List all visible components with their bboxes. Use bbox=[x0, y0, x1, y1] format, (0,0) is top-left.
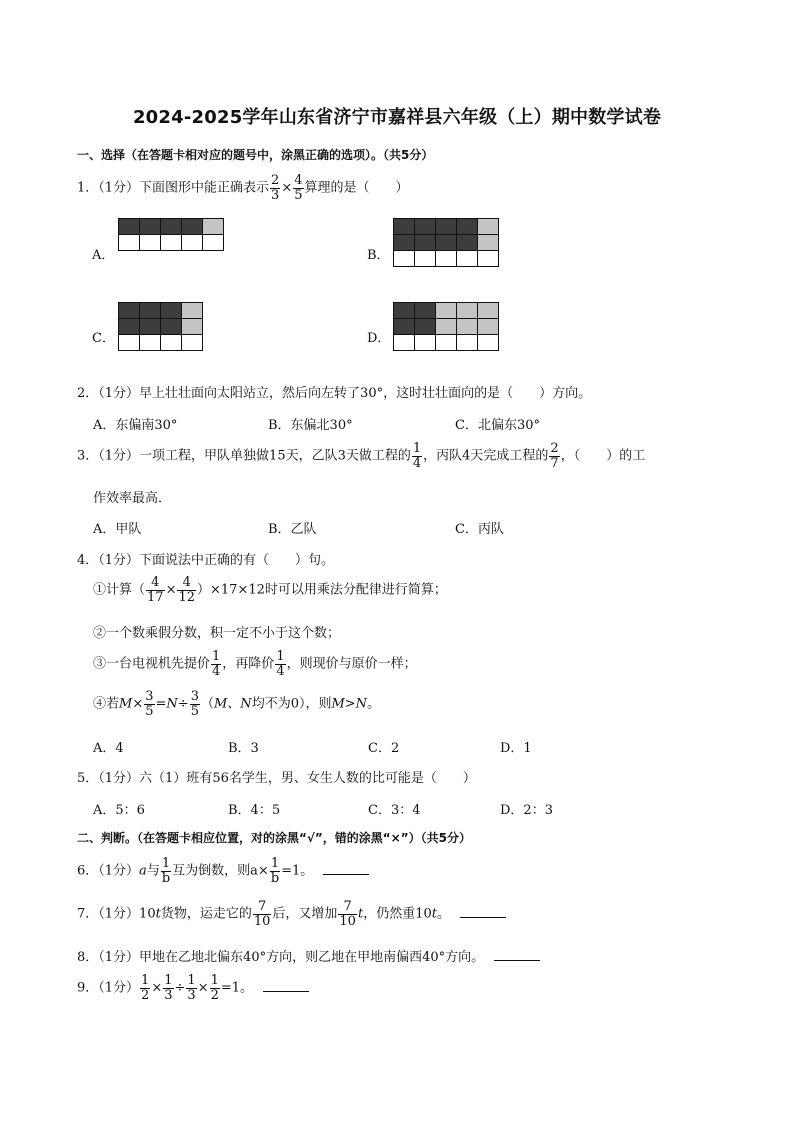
grid-cell bbox=[140, 303, 161, 319]
answer-blank[interactable] bbox=[263, 979, 309, 992]
question-6: 6．（1分）a与 $\frac{1}{b}$ 互为倒数，则a× $\frac{1}{b}$ =1。 bbox=[77, 857, 369, 885]
grid-cell bbox=[478, 319, 499, 335]
fraction: $\frac{1}{b}$ bbox=[161, 856, 171, 886]
grid-cell bbox=[457, 235, 478, 251]
q5-option-b: B．4：5 bbox=[228, 803, 281, 818]
grid-row bbox=[119, 319, 203, 335]
grid-cell bbox=[119, 235, 140, 251]
q3-option-a: A．甲队 bbox=[93, 522, 142, 537]
grid-cell bbox=[182, 303, 203, 319]
fraction: $\frac{1}{3}$ bbox=[164, 973, 173, 1003]
q3-option-b: B．乙队 bbox=[268, 522, 317, 537]
section-2-heading: 二、判断。（在答题卡相应位置，对的涂黑“√”，错的涂黑“×”）（共5分） bbox=[77, 831, 471, 845]
grid-cell bbox=[140, 335, 161, 351]
grid-row bbox=[119, 303, 203, 319]
question-9: 9．（1分） $\frac{1}{2}$ × $\frac{1}{3}$ ÷ $\frac{1}{3}$ × $\frac{1}{2}$ =1。 bbox=[77, 974, 309, 1002]
grid-cell bbox=[415, 235, 436, 251]
q3-option-c: C．丙队 bbox=[455, 522, 504, 537]
q4-statement-4: ④若M× $\frac{3}{5}$ =N÷ $\frac{3}{5}$ （M、N均不为0），则M>N。 bbox=[93, 689, 381, 719]
grid-cell bbox=[140, 235, 161, 251]
grid-cell bbox=[394, 219, 415, 235]
q4-statement-2: ②一个数乘假分数，积一定不小于这个数； bbox=[93, 626, 341, 641]
grid-row bbox=[394, 235, 499, 251]
grid-cell bbox=[161, 303, 182, 319]
grid-cell bbox=[436, 235, 457, 251]
grid-cell bbox=[478, 303, 499, 319]
grid-row bbox=[394, 303, 499, 319]
grid-cell bbox=[478, 219, 499, 235]
fraction: $\frac{7}{10}$ bbox=[253, 899, 271, 929]
fraction: $\frac{4}{5}$ bbox=[294, 173, 303, 203]
q4-statement-1: ①计算（ $\frac{4}{17}$ × $\frac{4}{12}$ ）×17×12时可以用乘法分配律进行简算； bbox=[93, 575, 447, 605]
grid-cell bbox=[140, 319, 161, 335]
fraction: $\frac{1}{4}$ bbox=[412, 441, 422, 471]
question-3: 3．（1分）一项工程，甲队单独做15天，乙队3天做工程的 $\frac{1}{4}$ ，丙队4天完成工程的 $\frac{2}{7}$ ，（ ）的工 bbox=[77, 441, 646, 471]
grid-cell bbox=[161, 335, 182, 351]
grid-cell bbox=[394, 251, 415, 267]
fraction: $\frac{1}{4}$ bbox=[212, 649, 221, 679]
grid-cell bbox=[394, 303, 415, 319]
grid-cell bbox=[478, 335, 499, 351]
grid-cell bbox=[119, 303, 140, 319]
q2-option-b: B．东偏北30° bbox=[268, 418, 353, 433]
fraction: $\frac{2}{3}$ bbox=[271, 173, 280, 203]
fraction: $\frac{3}{5}$ bbox=[145, 689, 154, 719]
fraction: $\frac{1}{2}$ bbox=[141, 973, 150, 1003]
grid-cell bbox=[436, 219, 457, 235]
grid-row bbox=[119, 219, 224, 235]
question-2: 2．（1分）早上壮壮面向太阳站立，然后向左转了30°，这时壮壮面向的是（ ）方向。 bbox=[77, 386, 592, 401]
option-d-label: D． bbox=[367, 331, 391, 346]
grid-cell bbox=[436, 319, 457, 335]
fraction: $\frac{1}{4}$ bbox=[276, 649, 285, 679]
option-c-label: C． bbox=[92, 331, 115, 346]
q4-option-b: B．3 bbox=[228, 741, 259, 756]
q1-text-suffix: 算理的是（ ） bbox=[304, 180, 409, 196]
grid-cell bbox=[457, 219, 478, 235]
grid-cell bbox=[161, 319, 182, 335]
answer-blank[interactable] bbox=[494, 948, 540, 961]
q5-option-c: C．3：4 bbox=[368, 803, 421, 818]
grid-cell bbox=[140, 219, 161, 235]
fraction: $\frac{7}{10}$ bbox=[339, 899, 356, 929]
grid-row bbox=[119, 335, 203, 351]
grid-cell bbox=[182, 319, 203, 335]
fraction: $\frac{4}{12}$ bbox=[178, 575, 196, 605]
grid-cell bbox=[415, 335, 436, 351]
q4-option-a: A．4 bbox=[93, 741, 124, 756]
grid-row bbox=[394, 251, 499, 267]
grid-cell bbox=[182, 335, 203, 351]
grid-cell bbox=[436, 303, 457, 319]
fraction: $\frac{3}{5}$ bbox=[190, 689, 199, 719]
q4-option-c: C．2 bbox=[368, 741, 400, 756]
grid-cell bbox=[203, 219, 224, 235]
q2-option-a: A．东偏南30° bbox=[93, 418, 178, 433]
grid-option-b bbox=[393, 218, 499, 267]
question-7: 7．（1分）10t货物，运走它的 $\frac{7}{10}$ 后，又增加 $\frac{7}{10}$ t，仍然重10t。 bbox=[77, 900, 506, 928]
grid-cell bbox=[415, 319, 436, 335]
fraction: $\frac{1}{2}$ bbox=[210, 973, 219, 1003]
grid-option-c bbox=[118, 302, 203, 351]
grid-cell bbox=[415, 303, 436, 319]
q1-text: 1．（1分）下面图形中能正确表示 bbox=[77, 180, 270, 196]
grid-cell bbox=[119, 319, 140, 335]
grid-cell bbox=[478, 251, 499, 267]
grid-option-d bbox=[393, 302, 499, 351]
grid-cell bbox=[415, 219, 436, 235]
question-1: 1．（1分）下面图形中能正确表示 $\frac{2}{3}$ × $\frac{4}{5}$ 算理的是（ ） bbox=[77, 173, 409, 203]
grid-cell bbox=[457, 319, 478, 335]
grid-cell bbox=[394, 319, 415, 335]
answer-blank[interactable] bbox=[460, 905, 506, 918]
option-b-label: B． bbox=[367, 248, 390, 263]
grid-cell bbox=[182, 219, 203, 235]
grid-cell bbox=[436, 335, 457, 351]
grid-cell bbox=[161, 235, 182, 251]
fraction: $\frac{2}{7}$ bbox=[550, 441, 559, 471]
grid-row bbox=[394, 335, 499, 351]
grid-option-a bbox=[118, 218, 224, 251]
q5-option-d: D．2：3 bbox=[500, 803, 553, 818]
grid-cell bbox=[394, 235, 415, 251]
grid-row bbox=[394, 319, 499, 335]
grid-cell bbox=[415, 251, 436, 267]
question-5: 5．（1分）六（1）班有56名学生，男、女生人数的比可能是（ ） bbox=[77, 771, 476, 786]
grid-cell bbox=[457, 303, 478, 319]
question-8: 8．（1分）甲地在乙地北偏东40°方向，则乙地在甲地南偏西40°方向。 bbox=[77, 946, 540, 965]
grid-cell bbox=[436, 251, 457, 267]
grid-cell bbox=[457, 251, 478, 267]
fraction: $\frac{1}{b}$ bbox=[270, 856, 280, 886]
grid-cell bbox=[161, 219, 182, 235]
question-3-line-2: 作效率最高． bbox=[93, 491, 172, 506]
grid-cell bbox=[119, 219, 140, 235]
q2-option-c: C．北偏东30° bbox=[455, 418, 540, 433]
q4-option-d: D．1 bbox=[500, 741, 532, 756]
grid-row bbox=[394, 219, 499, 235]
fraction: $\frac{4}{17}$ bbox=[147, 575, 164, 605]
grid-cell bbox=[182, 235, 203, 251]
grid-cell bbox=[394, 335, 415, 351]
page-title: 2024-2025学年山东省济宁市嘉祥县六年级（上）期中数学试卷 bbox=[132, 107, 662, 128]
grid-cell bbox=[457, 335, 478, 351]
fraction: $\frac{1}{3}$ bbox=[187, 973, 196, 1003]
section-1-heading: 一、选择（在答题卡相对应的题号中，涂黑正确的选项）。（共5分） bbox=[77, 148, 434, 162]
grid-cell bbox=[203, 235, 224, 251]
option-a-label: A． bbox=[92, 248, 115, 263]
answer-blank[interactable] bbox=[323, 862, 369, 875]
grid-cell bbox=[119, 335, 140, 351]
grid-cell bbox=[478, 235, 499, 251]
question-4: 4．（1分）下面说法中正确的有（ ）句。 bbox=[77, 553, 335, 568]
q4-statement-3: ③一台电视机先提价 $\frac{1}{4}$ ，再降价 $\frac{1}{4}$ ，则现价与原价一样； bbox=[93, 649, 417, 679]
q5-option-a: A．5：6 bbox=[93, 803, 145, 818]
grid-row bbox=[119, 235, 224, 251]
